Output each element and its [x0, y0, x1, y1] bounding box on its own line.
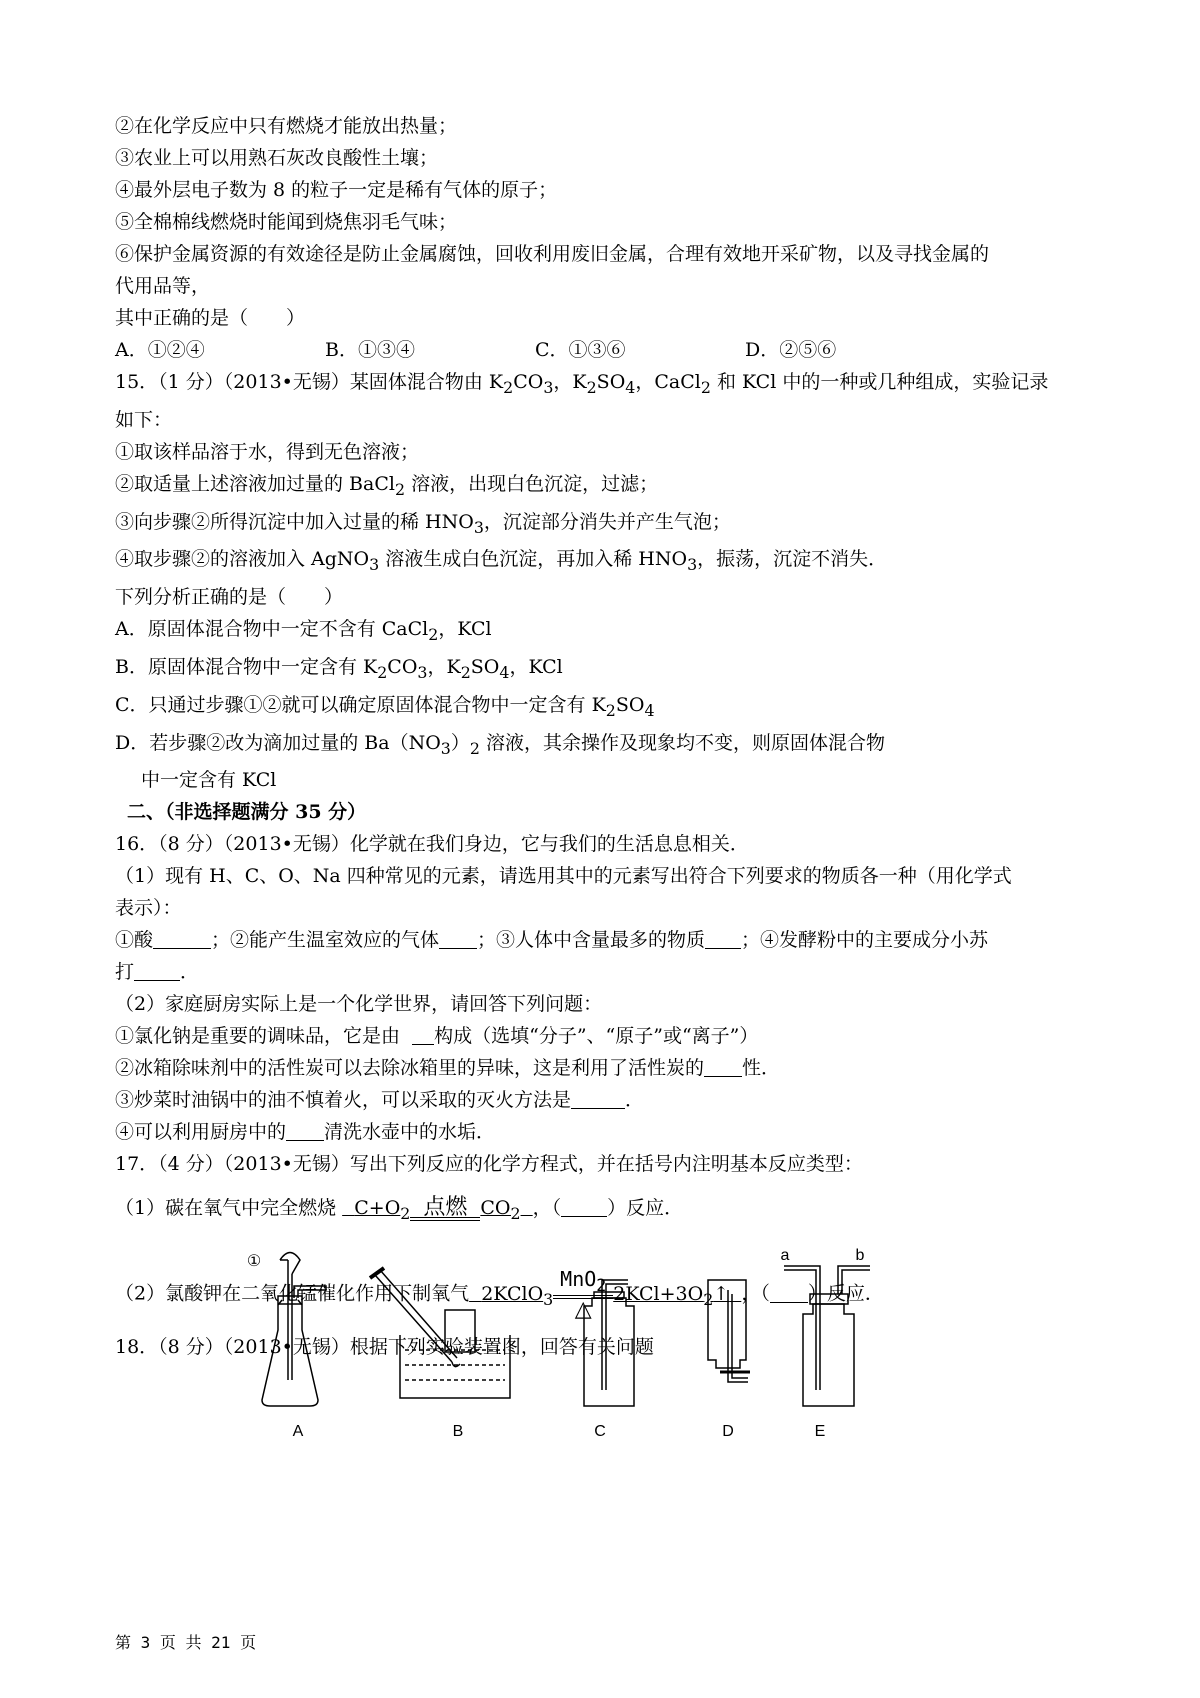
text-line: ②冰箱除味剂中的活性炭可以去除冰箱里的异味，这是利用了活性炭的 性．: [115, 1057, 781, 1080]
text-line: ①酸 ；②能产生温室效应的气体 ；③人体中含量最多的物质 ；④发酵粉中的主要成分小苏: [115, 929, 989, 952]
q15-head: 15．（1 分）（2013•无锡）某固体混合物由 $K_2CO_3$，$K_2SO_4$，CaCl$_2$ 和 KCl 中的一种或几种组成，实验记录: [115, 371, 1049, 397]
option-c: C．①③⑥: [535, 339, 626, 361]
q15-option-d-cont: 中一定含有 KCl: [141, 769, 277, 792]
option-b: B．①③④: [325, 339, 415, 361]
q15-step: ④取步骤②的溶液加入 AgNO$_3$ 溶液生成白色沉淀，再加入稀 $HNO_3$，振荡，沉淀不消失．: [115, 548, 888, 575]
text-line: ③农业上可以用熟石灰改良酸性土壤；: [115, 147, 439, 169]
q17-head: 17．（4 分）（2013•无锡）写出下列反应的化学方程式，并在括号内注明基本反应类型：: [115, 1153, 863, 1176]
text-line: ①氯化钠是重要的调味品，它是由 构成（选填“分子”、“原子”或“离子”）: [115, 1025, 759, 1048]
q14-options: [115, 334, 1100, 366]
apparatus-c: [584, 1280, 634, 1406]
q18-head: 18．（8 分）（2013•无锡）根据下列实验装置图，回答有关问题: [115, 1336, 654, 1359]
apparatus-figure: [240, 1240, 940, 1440]
figure-label: A: [292, 1423, 304, 1440]
text-line: ④可以利用厨房中的 清洗水壶中的水垢．: [115, 1121, 496, 1144]
reaction-arrow: MnO$_2$ △: [553, 1268, 613, 1321]
text-line: 打 ．: [115, 961, 200, 984]
apparatus-b: [370, 1268, 510, 1398]
section-title: 二、（非选择题满分 35 分）: [127, 801, 367, 824]
q15-ask: 下列分析正确的是（ ）: [115, 586, 344, 609]
q15-option-b: B．原固体混合物中一定含有 $K_2CO_3$，$K_2SO_4$，KCl: [115, 655, 563, 682]
q16-head: 16．（8 分）（2013•无锡）化学就在我们身边，它与我们的生活息息相关．: [115, 833, 749, 856]
answer-blank: [412, 1024, 434, 1045]
text-line: ②在化学反应中只有燃烧才能放出热量；: [115, 115, 458, 137]
q15-option-a: A．原固体混合物中一定不含有 CaCl$_2$，KCl: [115, 618, 492, 644]
apparatus-e: [784, 1266, 870, 1406]
reaction-1: （1）碳在氧气中完全燃烧 $C+O_2$ 点燃 $CO_2$ ，（ ）反应．: [115, 1195, 684, 1224]
page-footer: 第 3 页 共 21 页: [115, 1633, 257, 1652]
q15-option-c: C．只通过步骤①②就可以确定原固体混合物中一定含有 $K_2SO_4$: [115, 693, 655, 720]
q15-step: ③向步骤②所得沉淀中加入过量的稀 $HNO_3$，沉淀部分消失并产生气泡；: [115, 510, 731, 537]
figure-label: E: [814, 1423, 826, 1440]
text-line: 表示）：: [115, 897, 182, 920]
port-label-a: a: [780, 1247, 790, 1264]
text-line: ③炒菜时油锅中的油不慎着火，可以采取的灭火方法是 ．: [115, 1089, 645, 1112]
answer-blank: [153, 928, 211, 949]
text-line: 其中正确的是（ ）: [115, 307, 306, 329]
port-label-b: b: [855, 1247, 865, 1264]
reaction-2: （2）氯酸钾在二氧化锰催化作用下制氧气 2KClO$_3$ MnO$_2$ △ $2KCl+3O_2↑$ ，（ ）反应．: [115, 1267, 884, 1323]
answer-blank: [571, 1088, 625, 1109]
answer-blank: [286, 1120, 324, 1141]
text-line: （1）现有 H、C、O、Na 四种常见的元素，请选用其中的元素写出符合下列要求的物质各一种（用化学式: [115, 865, 1012, 888]
apparatus-a: [262, 1253, 326, 1407]
document-body: [115, 110, 1100, 1363]
part-mark: ①: [246, 1253, 262, 1270]
text-line: 代用品等，: [115, 275, 211, 297]
figure-label: C: [594, 1423, 606, 1440]
answer-blank: [704, 1056, 742, 1077]
answer-blank: [561, 1196, 607, 1217]
option-a: A．①②④: [115, 339, 205, 361]
apparatus-d: [708, 1280, 750, 1382]
text-line: ⑥保护金属资源的有效途径是防止金属腐蚀，回收利用废旧金属，合理有效地开采矿物，以及寻找金属的: [115, 243, 990, 265]
figure-label: B: [452, 1423, 464, 1440]
answer-blank: [134, 960, 180, 981]
answer-blank: [439, 928, 477, 949]
answer-blank: [705, 928, 741, 949]
option-d: D．②⑤⑥: [745, 339, 837, 361]
text-line: ④最外层电子数为 8 的粒子一定是稀有气体的原子；: [115, 179, 558, 201]
text-line: （2）家庭厨房实际上是一个化学世界，请回答下列问题：: [115, 993, 603, 1016]
reaction-arrow: 点燃: [410, 1197, 480, 1221]
q15-step: ①取该样品溶于水，得到无色溶液；: [115, 440, 420, 463]
figure-label: D: [722, 1423, 734, 1440]
q15-option-d: D．若步骤②改为滴加过量的 $Ba(NO_3)_2$ 溶液，其余操作及现象均不变，则原固体混合物: [115, 731, 885, 758]
q15-step: ②取适量上述溶液加过量的 BaCl$_2$ 溶液，出现白色沉淀，过滤；: [115, 472, 659, 499]
text-line: 如下：: [115, 408, 173, 431]
text-line: ⑤全棉棉线燃烧时能闻到烧焦羽毛气味；: [115, 211, 458, 233]
